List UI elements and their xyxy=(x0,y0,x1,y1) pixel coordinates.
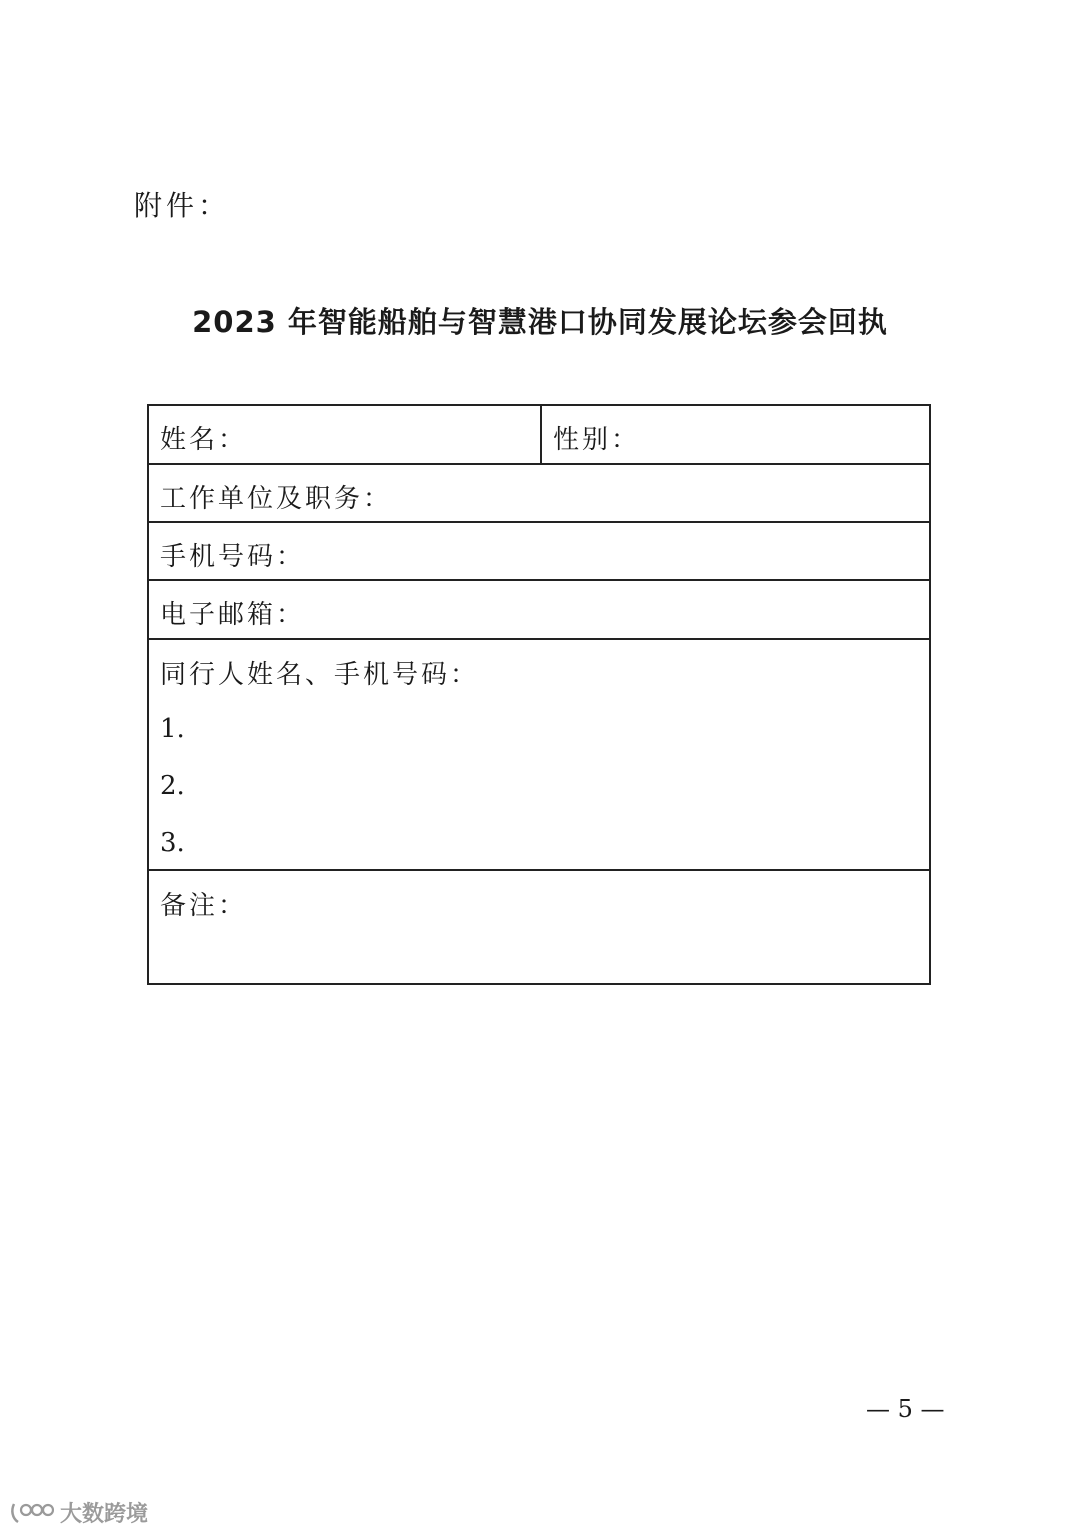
form-row-name-gender xyxy=(149,406,929,465)
phone-field-label: 手机号码： xyxy=(160,542,306,572)
attachment-label: 附件： xyxy=(134,189,231,222)
registration-form-table xyxy=(147,404,931,985)
companion-field-label: 同行人姓名、手机号码： xyxy=(160,660,480,690)
column-divider xyxy=(540,406,542,463)
form-row-work-unit xyxy=(149,465,929,523)
page-number: — 5 — xyxy=(866,1395,945,1423)
gender-field-label: 性别： xyxy=(553,425,641,455)
name-field-label: 姓名： xyxy=(160,425,248,455)
work-unit-field-label: 工作单位及职务： xyxy=(160,484,393,514)
watermark-logo-icon xyxy=(10,1498,54,1526)
companion-item-3: 3. xyxy=(160,828,185,858)
companion-item-2: 2. xyxy=(160,771,185,801)
form-row-phone xyxy=(149,523,929,581)
watermark-text: 大数跨境 xyxy=(60,1501,149,1527)
form-row-remarks xyxy=(149,871,929,987)
watermark xyxy=(10,1497,148,1527)
document-title: 2023 年智能船舶与智慧港口协同发展论坛参会回执 xyxy=(192,305,888,339)
companion-item-1: 1. xyxy=(160,714,185,744)
email-field-label: 电子邮箱： xyxy=(160,600,306,630)
form-row-email xyxy=(149,581,929,640)
remarks-field-label: 备注： xyxy=(160,891,248,921)
form-row-companions xyxy=(149,640,929,871)
